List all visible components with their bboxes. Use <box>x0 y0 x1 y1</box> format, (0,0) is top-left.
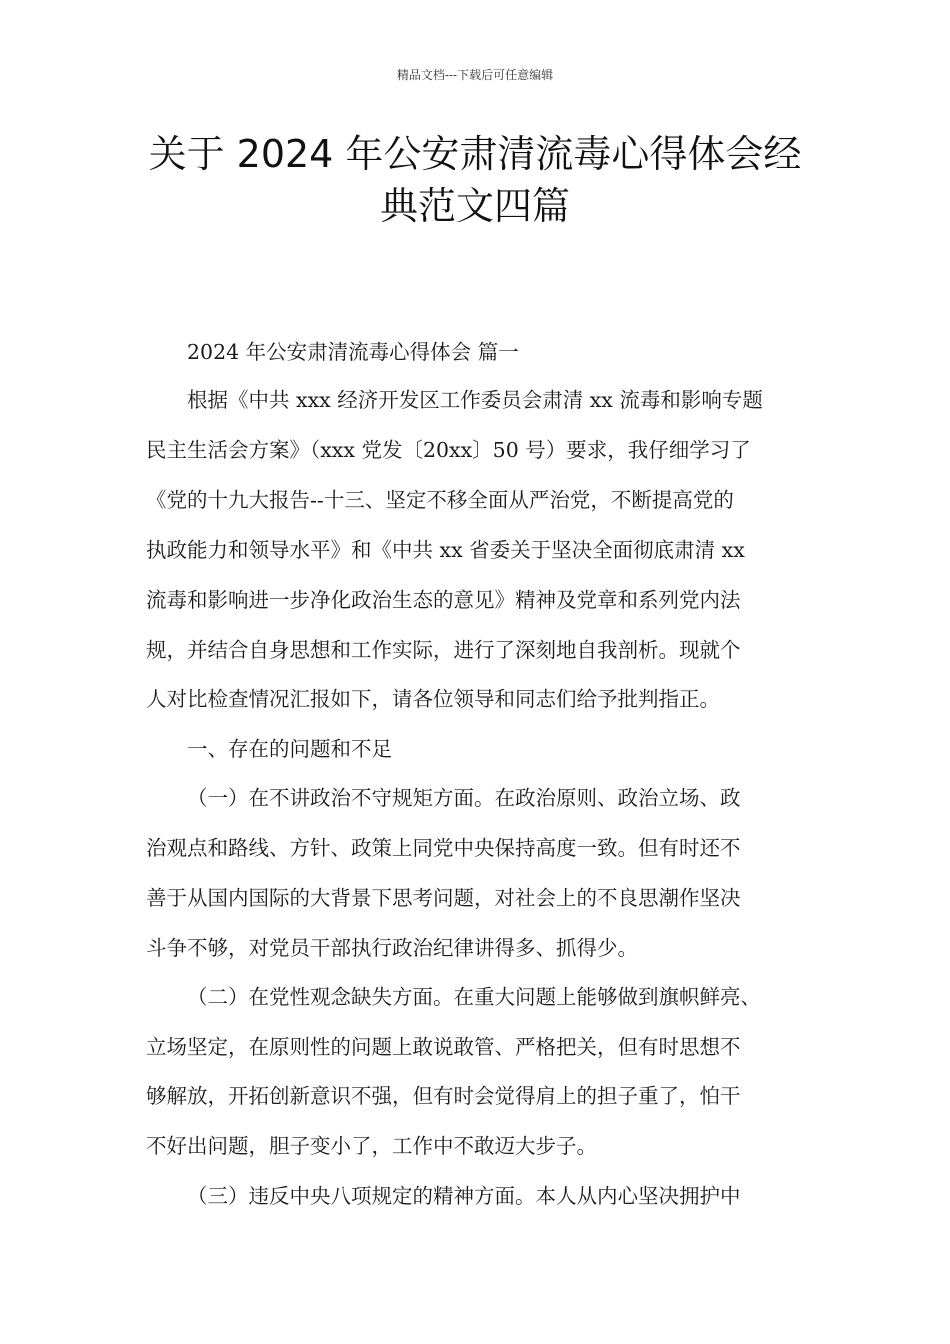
paragraph-line: 够解放，开拓创新意识不强，但有时会觉得肩上的担子重了，怕干 <box>146 1084 741 1108</box>
paragraph-line: 流毒和影响进一步净化政治生态的意见》精神及党章和系列党内法 <box>146 588 741 612</box>
paragraph-line: 不好出问题，胆子变小了，工作中不敢迈大步子。 <box>146 1134 597 1158</box>
subsection-heading: 一、存在的问题和不足 <box>187 737 392 761</box>
paragraph-line: 根据《中共 xxx 经济开发区工作委员会肃清 xx 流毒和影响专题 <box>187 388 763 412</box>
header-note: 精品文档---下载后可任意编辑 <box>396 68 554 82</box>
paragraph-line: 民主生活会方案》（xxx 党发〔20xx〕50 号）要求，我仔细学习了 <box>146 438 751 462</box>
paragraph-line: 人对比检查情况汇报如下，请各位领导和同志们给予批判指正。 <box>146 687 720 711</box>
paragraph-line: （二）在党性观念缺失方面。在重大问题上能够做到旗帜鲜亮、 <box>187 985 761 1009</box>
paragraph-line: 斗争不够，对党员干部执行政治纪律讲得多、抓得少。 <box>146 936 638 960</box>
paragraph-line: 规，并结合自身思想和工作实际，进行了深刻地自我剖析。现就个 <box>146 638 741 662</box>
paragraph-line: 治观点和路线、方针、政策上同党中央保持高度一致。但有时还不 <box>146 836 741 860</box>
paragraph-line: 善于从国内国际的大背景下思考问题，对社会上的不良思潮作坚决 <box>146 886 741 910</box>
section-heading: 2024 年公安肃清流毒心得体会 篇一 <box>187 340 519 364</box>
paragraph-line: 执政能力和领导水平》和《中共 xx 省委关于坚决全面彻底肃清 xx <box>146 538 745 562</box>
document-title-line-1: 关于 2024 年公安肃清流毒心得体会经 <box>148 132 802 176</box>
paragraph-line: 立场坚定，在原则性的问题上敢说敢管、严格把关，但有时思想不 <box>146 1035 741 1059</box>
paragraph-line: 《党的十九大报告--十三、坚定不移全面从严治党，不断提高党的 <box>146 488 734 512</box>
document-title-line-2: 典范文四篇 <box>379 184 570 228</box>
paragraph-line: （一）在不讲政治不守规矩方面。在政治原则、政治立场、政 <box>187 786 741 810</box>
paragraph-line: （三）违反中央八项规定的精神方面。本人从内心坚决拥护中 <box>187 1184 741 1208</box>
